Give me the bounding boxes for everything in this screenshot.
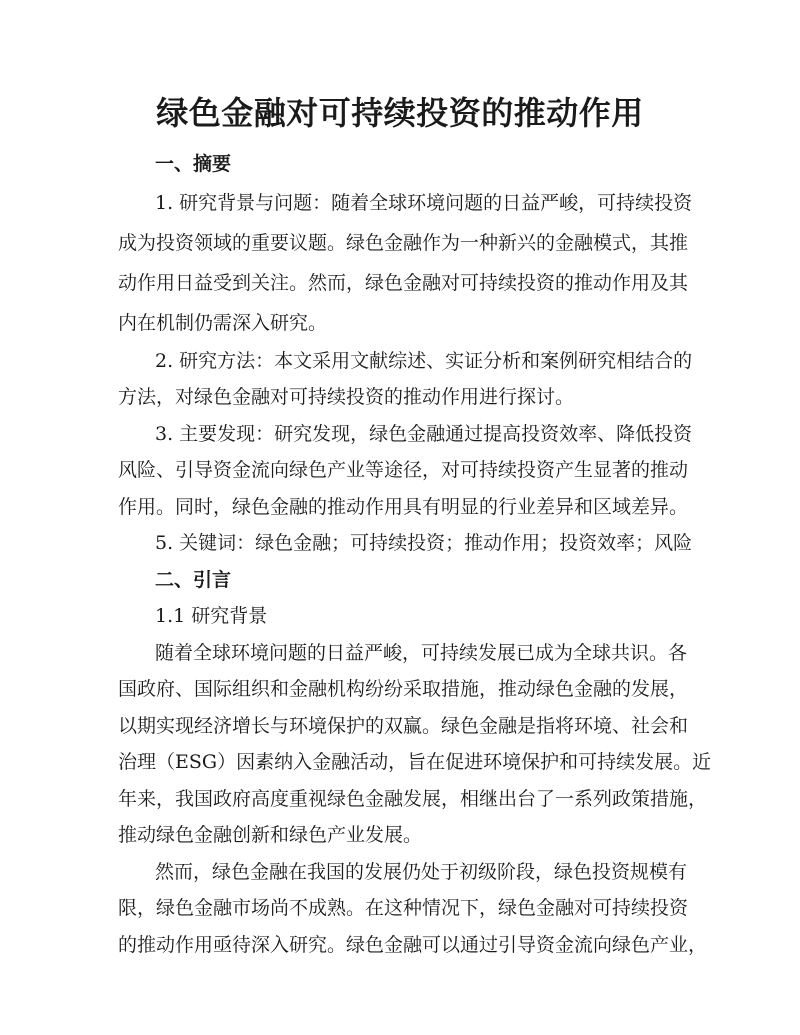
paragraph-keywords [118, 525, 693, 562]
text-line: 作用。同时，绿色金融的推动作用具有明显的行业差异和区域差异。 [118, 495, 689, 518]
text-line: 年来，我国政府高度重视绿色金融发展，相继出台了一系列政策措施， [118, 787, 708, 810]
text-line: 3. 主要发现：研究发现，绿色金融通过提高投资效率、降低投资 [155, 422, 693, 445]
paragraph-method [118, 343, 693, 416]
subsection-heading-background: 1.1 研究背景 [155, 605, 268, 627]
text-line: 以期实现经济增长与环境保护的双赢。绿色金融是指将环境、社会和 [118, 714, 689, 737]
text-line: 内在机制仍需深入研究。 [118, 311, 328, 334]
text-line: 的推动作用亟待深入研究。绿色金融可以通过引导资金流向绿色产业， [118, 933, 708, 956]
document-body [118, 146, 712, 963]
text-line: 国政府、国际组织和金融机构纷纷采取措施，推动绿色金融的发展， [118, 678, 689, 700]
text-line: 动作用日益受到关注。然而，绿色金融对可持续投资的推动作用及其 [118, 271, 689, 294]
paragraph-intro-2 [118, 854, 708, 964]
text-line: 1. 研究背景与问题：随着全球环境问题的日益严峻，可持续投资 [155, 191, 693, 214]
section-heading-intro: 二、引言 [155, 568, 232, 591]
paragraph-findings [118, 416, 693, 526]
text-line: 随着全球环境问题的日益严峻，可持续发展已成为全球共识。各 [155, 641, 688, 664]
paragraph-background [118, 183, 693, 343]
text-line: 限，绿色金融市场尚不成熟。在这种情况下，绿色金融对可持续投资 [118, 897, 689, 919]
paragraph-intro-1 [118, 635, 712, 854]
text-line: 治理（ESG）因素纳入金融活动，旨在促进环境保护和可持续发展。近 [118, 751, 712, 773]
text-line: 方法，对绿色金融对可持续投资的推动作用进行探讨。 [118, 386, 575, 408]
section-heading-abstract: 一、摘要 [155, 153, 232, 175]
text-line: 5. 关键词：绿色金融；可持续投资；推动作用；投资效率；风险 [155, 532, 693, 554]
text-line: 风险、引导资金流向绿色产业等途径，对可持续投资产生显著的推动 [118, 459, 689, 481]
text-line: 成为投资领域的重要议题。绿色金融作为一种新兴的金融模式，其推 [118, 231, 689, 254]
text-line: 2. 研究方法：本文采用文献综述、实证分析和案例研究相结合的 [155, 349, 693, 372]
text-line: 推动绿色金融创新和绿色产业发展。 [118, 824, 423, 846]
text-line: 然而，绿色金融在我国的发展仍处于初级阶段，绿色投资规模有 [155, 860, 688, 883]
document-title: 绿色金融对可持续投资的推动作用 [156, 94, 644, 132]
